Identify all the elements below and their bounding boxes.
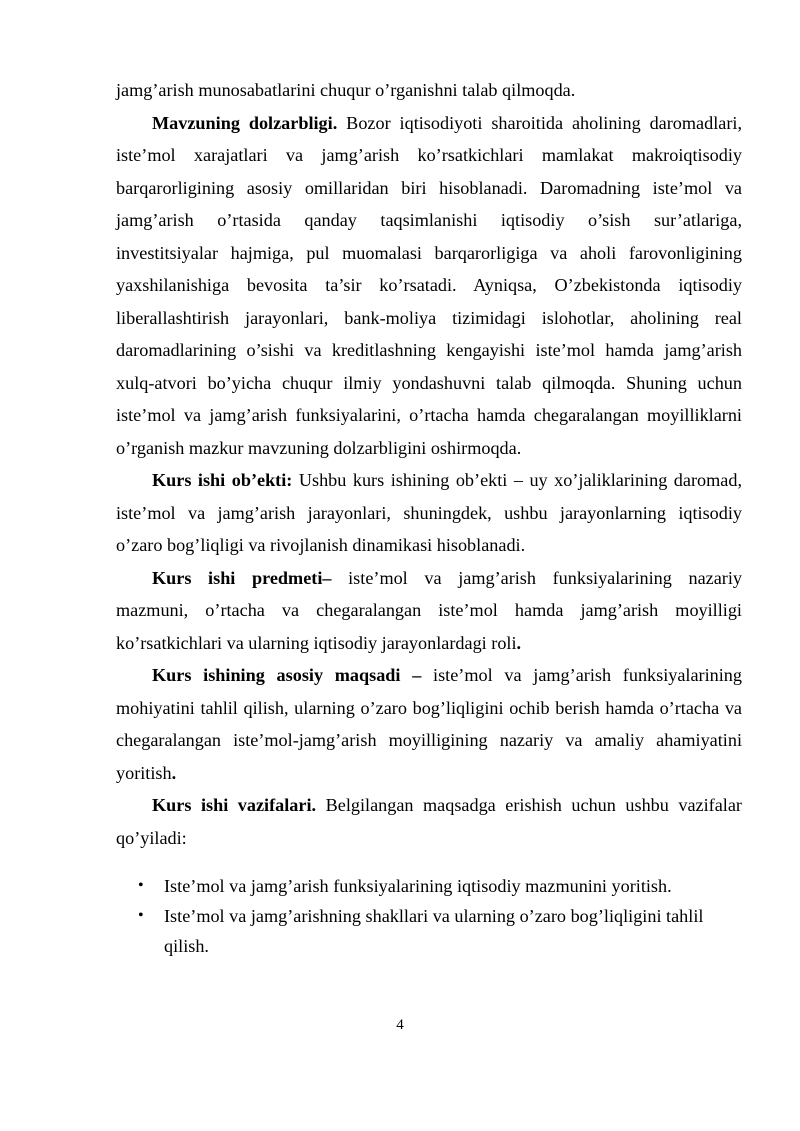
text-line: Kurs ishi ob’ekti: Ushbu kurs ishining ob’ekti – uy xo’jaliklarining daromad, (152, 470, 742, 490)
section-heading: Kurs ishining asosiy maqsadi – (152, 665, 422, 685)
text-line: barqarorligining asosiy omillaridan biri hisoblanadi. Daromadning iste’mol va (116, 177, 742, 198)
text-line: daromadlarining o’sishi va kreditlashning kengayishi iste’mol hamda jamg’arish (116, 340, 742, 360)
text-line: Kurs ishining asosiy maqsadi – iste’mol va jamg’arish funksiyalarining (152, 665, 742, 685)
text-line: iste’mol va jamg’arish jarayonlari, shuningdek, ushbu jarayonlarning iqtisodiy (116, 502, 742, 523)
text-line: investitsiyalar hajmiga, pul muomalasi barqarorligiga va aholi farovonligining (116, 242, 742, 263)
section-heading: Mavzuning dolzarbligi. (152, 112, 338, 133)
text-line: Kurs ishi predmeti– iste’mol va jamg’arish funksiyalarining nazariy (152, 567, 742, 588)
list-item-continuation: qilish. (164, 936, 209, 956)
text-line: o’rganish mazkur mavzuning dolzarbligini oshirmoqda. (116, 437, 522, 458)
bullet-icon: • (138, 877, 144, 894)
section-heading: Kurs ishi vazifalari. (152, 795, 317, 815)
text-line: yaxshilanishiga bevosita ta’sir ko’rsatadi. Ayniqsa, O’zbekistonda iqtisodiy (116, 275, 742, 295)
text-line: jamg’arish munosabatlarini chuqur o’rganishni talab qilmoqda. (116, 80, 576, 100)
body-text (116, 74, 742, 854)
text-line: mohiyatini tahlil qilish, ularning o’zaro bog’liqligini ochib berish hamda o’rtacha va (116, 697, 742, 718)
text-line: liberallashtirish jarayonlari, bank-moliya tizimidagi islohotlar, aholining real (116, 307, 742, 328)
text-line: qo’yiladi: (116, 827, 187, 848)
page-number: 4 (396, 1017, 404, 1033)
text-line: iste’mol xarajatlari va jamg’arish ko’rsatkichlari mamlakat makroiqtisodiy (116, 145, 742, 165)
section-heading: Kurs ishi predmeti– (152, 567, 332, 588)
list-item: • Iste’mol va jamg’arish funksiyalarining iqtisodiy mazmunini yoritish. (116, 871, 742, 901)
text-line: chegaralangan iste’mol-jamg’arish moyilligining nazariy va amaliy ahamiyatini (116, 730, 742, 750)
text-line: Kurs ishi vazifalari. Belgilangan maqsadga erishish uchun ushbu vazifalar (152, 795, 742, 815)
task-list (116, 871, 742, 961)
text-line: o’zaro bog’liqligi va rivojlanish dinamikasi hisoblanadi. (116, 535, 526, 555)
text-line: yoritish. (116, 762, 177, 783)
text-line: mazmuni, o’rtacha va chegaralangan iste’mol hamda jamg’arish moyilligi (116, 600, 742, 620)
text-line: Mavzuning dolzarbligi. Bozor iqtisodiyoti sharoitida aholining daromadlari, (152, 112, 742, 133)
list-item: • Iste’mol va jamg’arishning shakllari va ularning o’zaro bog’liqligini tahlil (116, 901, 742, 931)
text-line: ko’rsatkichlari va ularning iqtisodiy jarayonlardagi roli. (116, 632, 522, 653)
text-line: xulq-atvori bo’yicha chuqur ilmiy yondashuvni talab qilmoqda. Shuning uchun (116, 372, 742, 393)
text-line: jamg’arish o’rtasida qanday taqsimlanishi iqtisodiy o’sish sur’atlariga, (116, 210, 742, 230)
section-heading: Kurs ishi ob’ekti: (152, 470, 293, 490)
text-line: iste’mol va jamg’arish funksiyalarini, o’rtacha hamda chegaralangan moyilliklarni (116, 405, 742, 425)
bullet-icon: • (138, 907, 144, 924)
